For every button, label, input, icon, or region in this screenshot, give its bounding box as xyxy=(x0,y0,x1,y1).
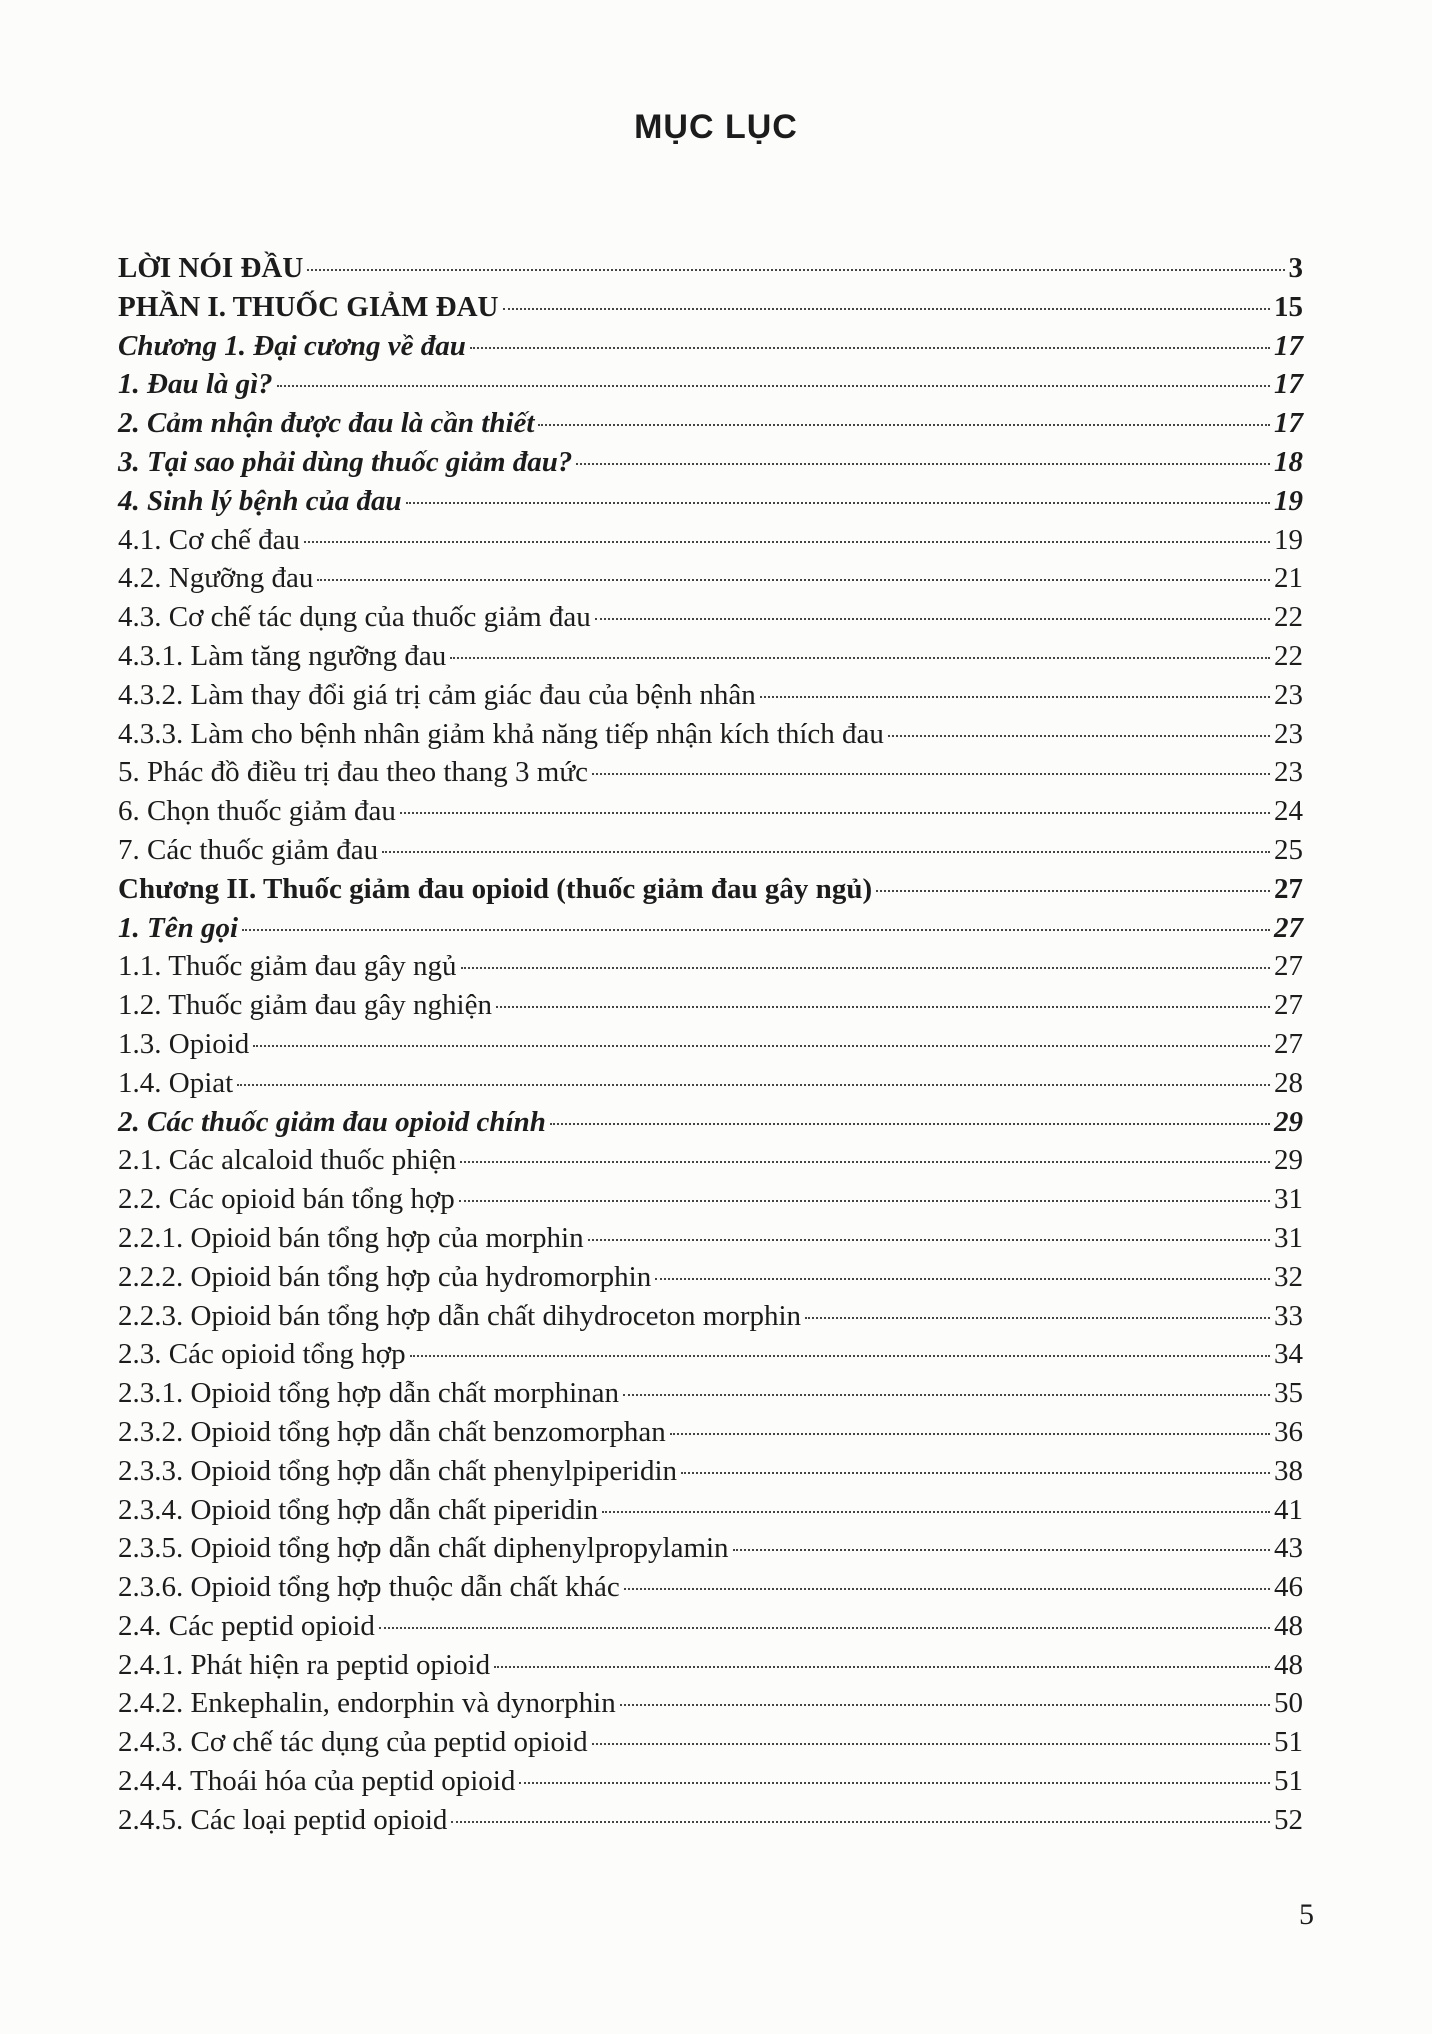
toc-entry xyxy=(118,1494,1303,1533)
toc-entry xyxy=(118,1532,1303,1571)
dot-leader xyxy=(237,1084,1270,1086)
toc-entry-label: 1. Đau là gì? xyxy=(118,368,273,401)
dot-leader xyxy=(242,929,1270,931)
dot-leader xyxy=(592,1743,1270,1745)
toc-entry-label: 4.2. Ngưỡng đau xyxy=(118,562,314,595)
dot-leader xyxy=(602,1511,1270,1513)
dot-leader xyxy=(253,1045,1270,1047)
toc-entry-page: 50 xyxy=(1274,1687,1303,1720)
toc-entry-label: 7. Các thuốc giảm đau xyxy=(118,833,379,866)
toc-entry xyxy=(118,1765,1303,1804)
dot-leader xyxy=(304,541,1270,543)
dot-leader xyxy=(470,347,1270,349)
toc-entry-page: 23 xyxy=(1274,678,1303,711)
dot-leader xyxy=(592,773,1270,775)
dot-leader xyxy=(760,696,1270,698)
toc-entry-label: 2.4.2. Enkephalin, endorphin và dynorphin xyxy=(118,1687,616,1720)
toc-entry xyxy=(118,1377,1303,1416)
toc-entry-page: 29 xyxy=(1274,1144,1303,1177)
toc-entry-label: 3. Tại sao phải dùng thuốc giảm đau? xyxy=(118,445,573,478)
dot-leader xyxy=(277,385,1270,387)
dot-leader xyxy=(733,1549,1270,1551)
toc-entry-label: 2.3.3. Opioid tổng hợp dẫn chất phenylpiperidin xyxy=(118,1454,678,1487)
toc-entry-page: 17 xyxy=(1274,329,1303,362)
toc-entry xyxy=(118,446,1303,485)
dot-leader xyxy=(876,890,1270,892)
toc-entry xyxy=(118,1067,1303,1106)
toc-entry-page: 51 xyxy=(1274,1765,1303,1798)
toc-entry-page: 27 xyxy=(1274,950,1303,983)
toc-entry xyxy=(118,718,1303,757)
toc-entry-label: 1.4. Opiat xyxy=(118,1066,234,1099)
toc-entry-page: 51 xyxy=(1274,1726,1303,1759)
toc-entry-label: 2.4.3. Cơ chế tác dụng của peptid opioid xyxy=(118,1726,588,1759)
toc-entry xyxy=(118,1571,1303,1610)
toc-entry-label: 2.2.2. Opioid bán tổng hợp của hydromorphin xyxy=(118,1260,652,1293)
toc-entry-label: 2.3.4. Opioid tổng hợp dẫn chất piperidin xyxy=(118,1493,599,1526)
toc-entry-page: 19 xyxy=(1274,523,1303,556)
dot-leader xyxy=(519,1782,1270,1784)
toc-entry-page: 23 xyxy=(1274,717,1303,750)
toc-entry xyxy=(118,1144,1303,1183)
toc-entry-label: 4.3.1. Làm tăng ngưỡng đau xyxy=(118,639,447,672)
toc-entry-label: 1.2. Thuốc giảm đau gây nghiện xyxy=(118,989,492,1022)
toc-entry-label: 2.4.1. Phát hiện ra peptid opioid xyxy=(118,1648,491,1681)
toc-entry-label: 6. Chọn thuốc giảm đau xyxy=(118,795,396,828)
toc-entry xyxy=(118,1222,1303,1261)
toc-entry-page: 24 xyxy=(1274,795,1303,828)
toc-entry-label: 2.2.1. Opioid bán tổng hợp của morphin xyxy=(118,1221,584,1254)
toc-entry-page: 52 xyxy=(1274,1803,1303,1836)
toc-entry-label: 4.1. Cơ chế đau xyxy=(118,523,301,556)
dot-leader xyxy=(888,735,1270,737)
toc-entry-label: 4.3.2. Làm thay đổi giá trị cảm giác đau của bệnh nhân xyxy=(118,678,756,711)
toc-entry xyxy=(118,1649,1303,1688)
dot-leader xyxy=(379,1627,1270,1629)
dot-leader xyxy=(460,1161,1270,1163)
toc-entry-page: 17 xyxy=(1274,368,1303,401)
toc-entry xyxy=(118,601,1303,640)
toc-entry xyxy=(118,1455,1303,1494)
toc-entry xyxy=(118,912,1303,951)
toc-entry-label: 1.1. Thuốc giảm đau gây ngủ xyxy=(118,950,457,983)
toc-entry-label: 2.1. Các alcaloid thuốc phiện xyxy=(118,1144,457,1177)
dot-leader xyxy=(538,424,1270,426)
toc-entry-page: 3 xyxy=(1288,252,1303,284)
toc-entry-page: 27 xyxy=(1274,911,1303,944)
toc-entry-page: 38 xyxy=(1274,1454,1303,1487)
toc-entry xyxy=(118,795,1303,834)
toc-entry xyxy=(118,1261,1303,1300)
toc-entry-page: 22 xyxy=(1274,639,1303,672)
toc-entry xyxy=(118,834,1303,873)
dot-leader xyxy=(588,1239,1270,1241)
toc-entry xyxy=(118,291,1303,330)
toc-entry-page: 43 xyxy=(1274,1532,1303,1565)
toc-entry-label: 1. Tên gọi xyxy=(118,911,239,944)
dot-leader xyxy=(494,1666,1270,1668)
toc-entry xyxy=(118,640,1303,679)
toc-entry-page: 29 xyxy=(1274,1105,1303,1138)
toc-entry xyxy=(118,485,1303,524)
dot-leader xyxy=(670,1433,1270,1435)
toc-entry xyxy=(118,562,1303,601)
toc-entry-page: 32 xyxy=(1274,1260,1303,1293)
dot-leader xyxy=(805,1317,1270,1319)
dot-leader xyxy=(503,308,1271,310)
dot-leader xyxy=(576,463,1270,465)
toc-entry-label: 4.3. Cơ chế tác dụng của thuốc giảm đau xyxy=(118,601,591,634)
toc-entry xyxy=(118,679,1303,718)
dot-leader xyxy=(450,657,1270,659)
toc-entry xyxy=(118,1106,1303,1145)
dot-leader xyxy=(624,1588,1270,1590)
toc-entry-page: 18 xyxy=(1274,445,1303,478)
dot-leader xyxy=(550,1123,1270,1125)
toc-entry-label: 2.3. Các opioid tổng hợp xyxy=(118,1338,406,1371)
toc-entry-page: 22 xyxy=(1274,601,1303,634)
toc-entry-page: 46 xyxy=(1274,1571,1303,1604)
toc-entry-page: 27 xyxy=(1274,1027,1303,1060)
toc-entry xyxy=(118,1338,1303,1377)
toc-entry-page: 25 xyxy=(1274,833,1303,866)
toc-entry xyxy=(118,1804,1303,1843)
toc-entry xyxy=(118,1610,1303,1649)
toc-entry-label: 1.3. Opioid xyxy=(118,1027,250,1060)
toc-entry xyxy=(118,950,1303,989)
toc-entry-page: 34 xyxy=(1274,1338,1303,1371)
toc-entry xyxy=(118,1028,1303,1067)
toc-entry xyxy=(118,1183,1303,1222)
dot-leader xyxy=(317,579,1270,581)
toc-entry-label: Chương II. Thuốc giảm đau opioid (thuốc giảm đau gây ngủ) xyxy=(118,872,873,905)
toc-entry xyxy=(118,407,1303,446)
toc-entry-label: 2. Các thuốc giảm đau opioid chính xyxy=(118,1105,546,1138)
toc-entry-page: 19 xyxy=(1274,484,1303,517)
page-number: 5 xyxy=(1299,1898,1314,1931)
dot-leader xyxy=(623,1394,1270,1396)
toc-entry-label: 2.2. Các opioid bán tổng hợp xyxy=(118,1183,455,1216)
dot-leader xyxy=(496,1006,1270,1008)
toc-entry-label: 2.4.4. Thoái hóa của peptid opioid xyxy=(118,1765,516,1798)
toc-entry-label: LỜI NÓI ĐẦU xyxy=(118,252,304,284)
dot-leader xyxy=(410,1355,1270,1357)
toc-entry xyxy=(118,524,1303,563)
toc-entry xyxy=(118,1416,1303,1455)
toc-entry-label: PHẦN I. THUỐC GIẢM ĐAU xyxy=(118,290,499,323)
dot-leader xyxy=(406,502,1270,504)
dot-leader xyxy=(307,269,1284,271)
toc-title: MỤC LỤC xyxy=(634,108,798,146)
toc-entry-label: Chương 1. Đại cương về đau xyxy=(118,329,466,362)
dot-leader xyxy=(400,812,1270,814)
toc-entry-page: 36 xyxy=(1274,1415,1303,1448)
dot-leader xyxy=(595,618,1270,620)
toc-entry-page: 28 xyxy=(1274,1066,1303,1099)
toc-entry xyxy=(118,989,1303,1028)
dot-leader xyxy=(459,1200,1270,1202)
toc-entry xyxy=(118,873,1303,912)
toc-entry-label: 2.4.5. Các loại peptid opioid xyxy=(118,1803,448,1836)
toc-entry-page: 27 xyxy=(1274,872,1303,905)
toc-entry-page: 48 xyxy=(1274,1648,1303,1681)
toc-entry xyxy=(118,368,1303,407)
toc-entry-page: 15 xyxy=(1274,290,1303,323)
toc-entry-label: 2.3.1. Opioid tổng hợp dẫn chất morphinan xyxy=(118,1377,620,1410)
toc-entry-page: 31 xyxy=(1274,1183,1303,1216)
toc-entry-page: 23 xyxy=(1274,756,1303,789)
toc-entry-page: 17 xyxy=(1274,407,1303,440)
toc-entry-label: 2.3.2. Opioid tổng hợp dẫn chất benzomorphan xyxy=(118,1415,666,1448)
toc-entry xyxy=(118,1687,1303,1726)
toc-entry-label: 2.2.3. Opioid bán tổng hợp dẫn chất dihydroceton morphin xyxy=(118,1299,802,1332)
dot-leader xyxy=(382,851,1270,853)
toc-entry xyxy=(118,252,1303,291)
toc-entry-label: 2.3.6. Opioid tổng hợp thuộc dẫn chất khác xyxy=(118,1571,620,1604)
toc-entry-page: 27 xyxy=(1274,989,1303,1022)
toc-entry xyxy=(118,756,1303,795)
toc-entry-page: 48 xyxy=(1274,1609,1303,1642)
toc-entry-page: 33 xyxy=(1274,1299,1303,1332)
toc-entry-page: 31 xyxy=(1274,1221,1303,1254)
toc-entry-page: 35 xyxy=(1274,1377,1303,1410)
dot-leader xyxy=(620,1704,1270,1706)
toc-entry-page: 41 xyxy=(1274,1493,1303,1526)
dot-leader xyxy=(451,1821,1270,1823)
toc-entry xyxy=(118,1726,1303,1765)
table-of-contents xyxy=(118,252,1303,1843)
toc-entry xyxy=(118,1300,1303,1339)
toc-entry xyxy=(118,330,1303,369)
dot-leader xyxy=(461,967,1270,969)
dot-leader xyxy=(655,1278,1270,1280)
toc-entry-label: 4. Sinh lý bệnh của đau xyxy=(118,484,402,517)
toc-entry-label: 4.3.3. Làm cho bệnh nhân giảm khả năng tiếp nhận kích thích đau xyxy=(118,717,884,750)
toc-entry-page: 21 xyxy=(1274,562,1303,595)
toc-entry-label: 5. Phác đồ điều trị đau theo thang 3 mức xyxy=(118,756,588,789)
dot-leader xyxy=(681,1472,1270,1474)
toc-entry-label: 2. Cảm nhận được đau là cần thiết xyxy=(118,407,535,440)
toc-entry-label: 2.4. Các peptid opioid xyxy=(118,1609,375,1642)
toc-entry-label: 2.3.5. Opioid tổng hợp dẫn chất diphenylpropylamin xyxy=(118,1532,729,1565)
